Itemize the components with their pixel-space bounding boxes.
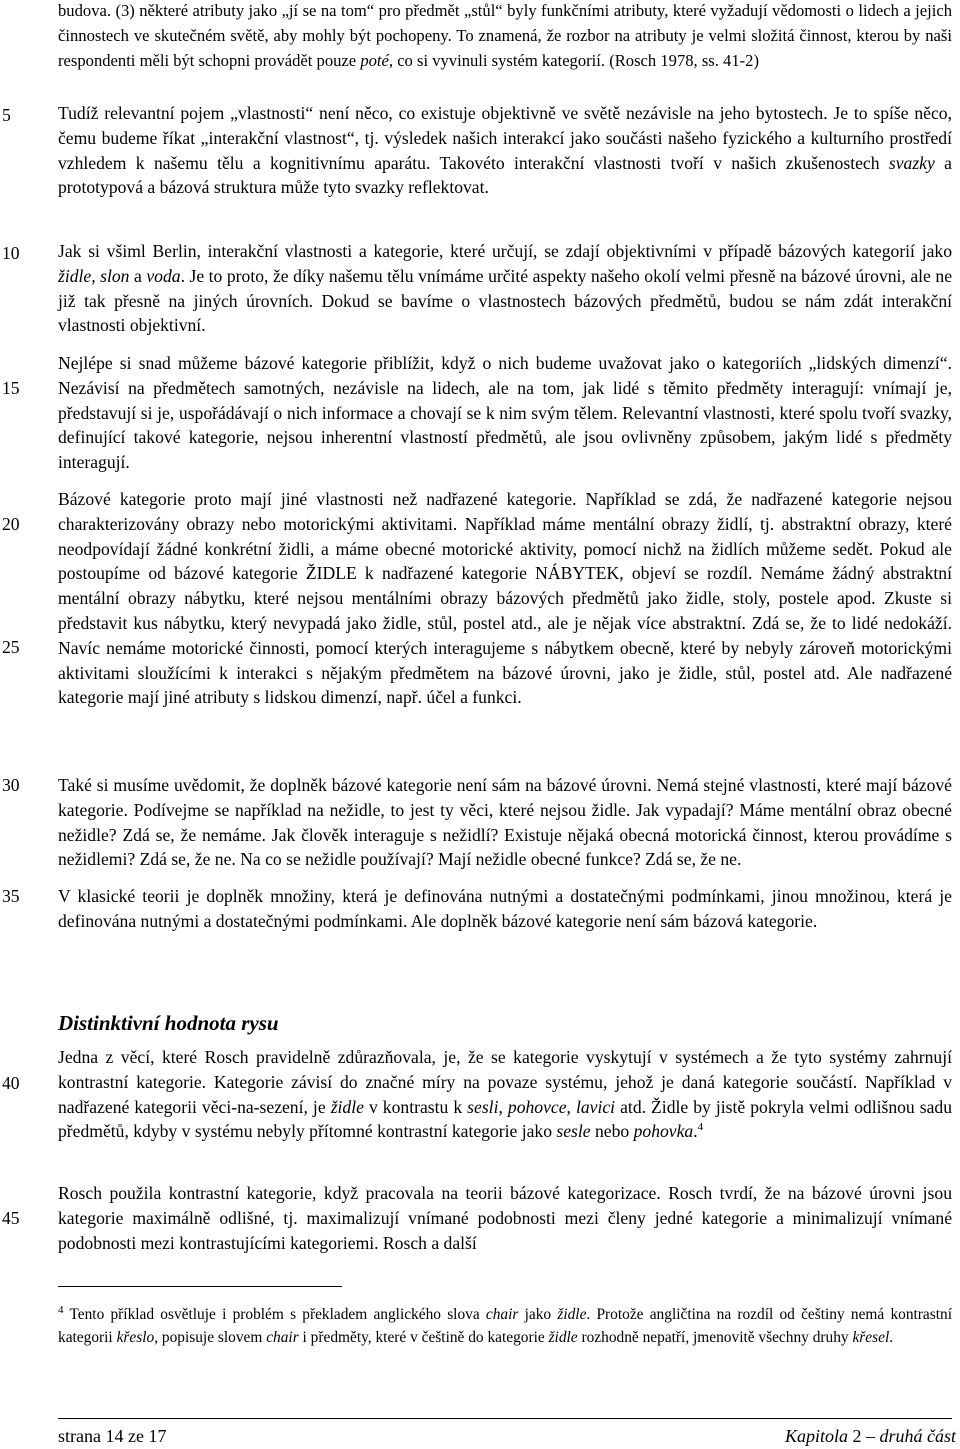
italic-term: židle <box>557 1306 587 1323</box>
line-number: 35 <box>2 886 20 906</box>
italic-term: chair <box>266 1329 299 1347</box>
italic-term: svazky <box>888 152 935 173</box>
text-run: budova. (3) některé atributy jako „jí se na tom“ pro předmět „stůl“ byly funkčními atributy, které vyžadují vědomosti o lidech a jejich činnostech ve skutečném světě, aby mohly být pochopeny. To znamená, že rozbor na atributy je velmi složitá činnost, kterou by naši respondenti měli být schopni provádět pouze <box>58 1 952 70</box>
text-run: jako <box>518 1306 558 1323</box>
text-run: i předměty, které v češtině do kategorie <box>298 1329 549 1347</box>
text-run: . <box>693 1121 698 1142</box>
body-paragraph <box>58 0 952 73</box>
text-run: V klasické teorii je doplněk množiny, která je definována nutnými a dostatečnými podmínkami, jinou množinou, která je definována nutnými a dostatečnými podmínkami. Ale doplněk bázové kategorie není sám bázová kategorie. <box>58 886 952 931</box>
text-run: , popisuje slovem <box>154 1329 267 1347</box>
text-run: Tento příklad osvětluje i problém s překladem anglického slova <box>63 1306 486 1323</box>
footer-divider <box>58 1418 952 1419</box>
text-run: atd. Židle by jistě pokryla velmi odlišnou sadu předmětů, kdyby v systému nebyly přítomné kontrastní kategorie jako <box>58 1096 953 1142</box>
body-paragraph <box>58 239 952 338</box>
text-run: Nejlépe si snad můžeme bázové kategorie přiblížit, když o nich budeme uvažovat jako o kategoriích „lidských dimenzí“. Nezávisí na předmětech samotných, nezávisle na lidech, ale na tom, jak lidé s těmito předměty interagují: vnímají je, představují si je, uspořádávají o nich informace a chovají se k nim svým tělem. Relevantní vlastnosti, které spolu tvoří svazky, definující takové kategorie, nejsou inherentní vlastností předmětů, ale jsou ovlivněny způsobem, jakým lidé s předměty interagují. <box>58 353 952 473</box>
line-number: 15 <box>2 378 20 398</box>
italic-term: židle, slon <box>58 265 130 286</box>
text-run: Tudíž relevantní pojem „vlastnosti“ není něco, co existuje objektivně ve světě nezávisle na jeho bytostech. Je to spíše něco, čemu budeme říkat „interakční vlastnost“, tj. výsledek našich interakcí jako součásti našeho fyzického a kulturního prostředí vzhledem k našemu tělu a kognitivnímu aparátu. Takovéto interakční vlastnosti tvoří v našich zkušenostech <box>58 103 952 173</box>
line-number: 45 <box>2 1208 20 1228</box>
page-number: strana 14 ze 17 <box>58 1426 167 1446</box>
line-number: 40 <box>2 1073 20 1093</box>
body-paragraph <box>58 351 952 475</box>
italic-term: chair <box>485 1306 519 1323</box>
text-run: Bázové kategorie proto mají jiné vlastnosti než nadřazené kategorie. Například se zdá, že nadřazené kategorie nejsou charakterizovány obrazy nebo motorickými aktivitami. Například máme mentální obrazy židlí, tj. abstraktní obrazy, které neodpovídají žádné konkrétní židli, a máme obecné motorické aktivity, pomocí nichž na židlích můžeme sedět. Pokud ale postoupíme od bázové kategorie ŽIDLE k nadřazené kategorie NÁBYTEK, objeví se rozdíl. Nemáme žádný abstraktní mentální obrazy nábytku, které nejsou mentálními obrazy bázových předmětů jako židle, stoly, postele apod. Zkuste si představit kus nábytku, který nevypadá jako židle, stůl, postel atd., ale je nějak více abstraktní. Zdá se, že to lidé nedokáží. Navíc nemáme motorické činnosti, pomocí kterých interagujeme s nábytkem obecně, které by nebyly zároveň motorickými aktivitami sloužícími k interakci s nějakým předmětem na bázové úrovni, jako je židle, stůl, postel atd. Ale nadřazené kategorie mají jiné atributy s lidskou dimenzí, např. účel a funkci. <box>58 489 952 708</box>
footnote-mark: 4 <box>58 1303 64 1316</box>
italic-term: voda <box>146 265 181 286</box>
footnote-mark: 4 <box>697 1121 704 1134</box>
text-run: , <box>498 1096 508 1117</box>
text-run: a prototypová a bázová struktura může tyto svazky reflektovat. <box>58 152 952 198</box>
text-run: v kontrastu k <box>363 1096 468 1117</box>
italic-term: židle <box>330 1096 364 1117</box>
text-run: , co si vyvinuli systém kategorií. (Rosch 1978, ss. 41-2) <box>388 50 759 70</box>
body-paragraph <box>58 773 952 872</box>
body-paragraph <box>58 1181 952 1255</box>
italic-term: pohovka <box>633 1121 694 1142</box>
section-heading: Distinktivní hodnota rysu <box>58 1011 279 1035</box>
italic-term: poté <box>360 50 389 70</box>
chapter-label: Kapitola 2 – druhá část <box>784 1426 956 1446</box>
line-number: 25 <box>2 637 20 657</box>
italic-term: pohovce <box>507 1096 567 1117</box>
italic-term: židle <box>548 1329 578 1347</box>
text-run: . Je to proto, že díky našemu tělu vnímáme určité aspekty našeho okolí velmi přesně na bázové úrovni, ale ne již tak přesně na jiných úrovních. Dokud se bavíme o vlastnostech bázových předmětů, budou se nám zdát interakční vlastnosti objektivní. <box>58 265 952 336</box>
text-run: . Protože angličtina na rozdíl od češtiny nemá kontrastní kategorii <box>58 1306 952 1347</box>
italic-term: lavici <box>575 1096 616 1117</box>
body-paragraph <box>58 1045 952 1144</box>
body-paragraph <box>58 884 952 934</box>
text-run: a <box>129 265 147 286</box>
line-number: 10 <box>2 243 20 263</box>
line-number: 5 <box>2 105 11 125</box>
text-run: Také si musíme uvědomit, že doplněk bázové kategorie není sám na bázové úrovni. Nemá stejné vlastnosti, které mají bázové kategorie. Podívejme se například na nežidle, to jest ty věci, které nejsou židle. Jak vypadají? Máme mentální obraz obecné nežidle? Zdá se, že nemáme. Jak člověk interaguje s nežidlí? Existuje nějaká obecná motorická činnost, kterou provádíme s nežidlemi? Zdá se, že ne. Na co se nežidle používají? Mají nežidle obecné funkce? Zdá se, že ne. <box>58 775 952 870</box>
body-paragraph <box>58 487 952 710</box>
text-run: Rosch použila kontrastní kategorie, když pracovala na teorii bázové kategorizace. Rosch tvrdí, že na bázové úrovni jsou kategorie maximálně odlišné, tj. maximalizují vnímané podobnosti mezi členy jedné kategorie a minimalizují vnímané podobnosti mezi kontrastujícími kategoriemi. Rosch a další <box>58 1183 952 1253</box>
line-number: 20 <box>2 514 20 534</box>
text-run: , <box>566 1096 576 1117</box>
text-run: rozhodně nepatří, jmenovitě všechny druhy <box>577 1329 853 1347</box>
text-run: Jak si všiml Berlin, interakční vlastnosti a kategorie, které určují, se zdají objektivními v případě bázových kategorií jako <box>58 241 952 261</box>
italic-term: křeslo <box>116 1329 155 1347</box>
line-number: 30 <box>2 775 20 795</box>
italic-term: křesel <box>852 1329 890 1347</box>
footnote-divider <box>58 1286 342 1287</box>
footnote <box>58 1303 952 1350</box>
text-run: Jedna z věcí, které Rosch pravidelně zdůrazňovala, je, že se kategorie vyskytují v systémech a že tyto systémy zahrnují kontrastní kategorie. Kategorie závisí do značné míry na povaze systému, jehož je daná kategorie součástí. Například v nadřazené kategorii věci-na-sezení, je <box>58 1047 952 1117</box>
italic-term: sesli <box>467 1096 499 1117</box>
text-run: nebo <box>590 1121 634 1142</box>
body-paragraph <box>58 101 952 200</box>
text-run: . <box>889 1329 894 1347</box>
italic-term: sesle <box>556 1121 591 1142</box>
